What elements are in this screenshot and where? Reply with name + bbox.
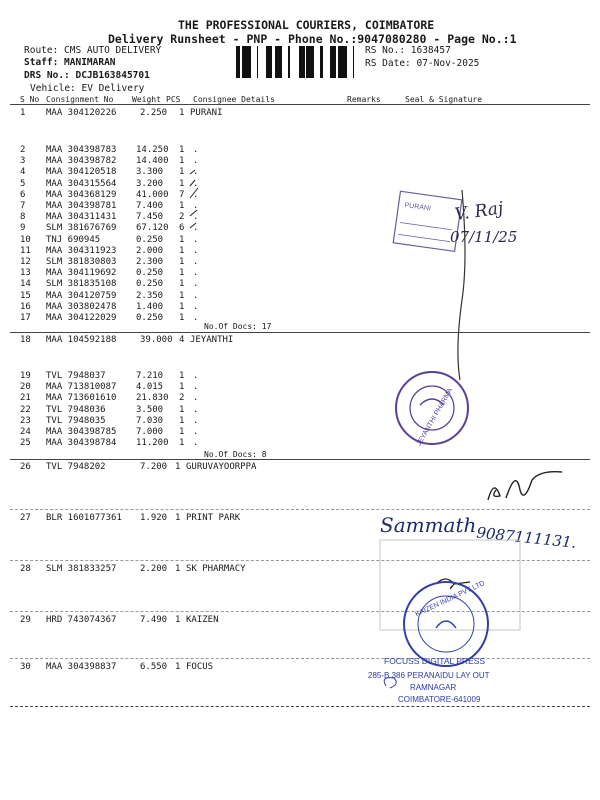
row-pcs: 1 — [179, 257, 185, 267]
row-consignment: MAA 304311431 — [46, 212, 117, 223]
row-dot: . — [193, 268, 199, 279]
jeyanthi-stamp — [396, 372, 468, 447]
row-weight: 3.500 — [136, 404, 164, 415]
row-consignment: MAA 304120518 — [46, 167, 117, 178]
row-pcs: 1 — [179, 234, 185, 245]
row-weight: 21.830 — [136, 393, 169, 404]
row-consignment: TVL 7948202 — [46, 462, 106, 472]
row-consignee: FOCUS — [186, 662, 214, 672]
row-sno: 13 — [20, 268, 31, 279]
guruvayoorppa-signature — [488, 472, 562, 500]
row-pcs: 1 — [179, 438, 185, 449]
row-pcs: 1 — [179, 145, 185, 155]
svg-text:COIMBATORE-641009: COIMBATORE-641009 — [398, 695, 481, 704]
row-sno: 20 — [20, 382, 31, 393]
row-consignment: MAA 304120759 — [46, 290, 117, 301]
row-weight: 7.200 — [140, 462, 168, 472]
row-pcs: 2 — [179, 393, 185, 404]
row-weight: 0.250 — [136, 234, 164, 245]
row-consignment: SLM 381835108 — [46, 279, 117, 290]
row-pcs: 1 — [179, 290, 185, 301]
printpark-stamp-box — [380, 540, 520, 630]
row-weight: 7.490 — [140, 615, 168, 625]
table-row: 18 MAA 104592188 39.000 4 JEYANTHI — [20, 335, 234, 345]
row-weight: 11.200 — [136, 438, 169, 449]
row-dot: . — [193, 393, 199, 404]
col-sno: S No — [20, 95, 40, 104]
row-sno: 12 — [20, 257, 31, 267]
docs-count: No.Of Docs: 17 — [204, 322, 272, 331]
puranni-date: 07/11/25 — [450, 228, 518, 246]
row-dot: . — [193, 145, 199, 155]
row-weight: 7.400 — [136, 201, 164, 211]
row-consignment: MAA 304398781 — [46, 201, 117, 211]
svg-text:RAMNAGAR: RAMNAGAR — [410, 683, 457, 692]
row-dot: . — [193, 438, 199, 449]
row-consignment: MAA 304119692 — [46, 268, 117, 279]
tick-marks — [190, 170, 198, 228]
row-dot: . — [193, 189, 199, 200]
row-weight: 3.300 — [136, 167, 164, 178]
row-weight: 2.000 — [136, 245, 164, 256]
row-sno: 17 — [20, 313, 31, 323]
row-dot: . — [193, 178, 199, 189]
row-pcs: 1 — [175, 564, 181, 574]
row-consignment: HRD 743074367 — [46, 615, 117, 625]
row-sno: 8 — [20, 212, 26, 223]
row-dot: . — [193, 245, 199, 256]
row-dot: . — [193, 382, 199, 393]
row-sno: 28 — [20, 564, 31, 574]
row-pcs: 1 — [179, 279, 185, 290]
row-consignment: MAA 713810087 — [46, 382, 117, 393]
row-sno: 30 — [20, 662, 31, 672]
row-consignment: MAA 304311923 — [46, 245, 117, 256]
row-dot: . — [193, 404, 199, 415]
row-dot: . — [193, 415, 199, 426]
row-dot: . — [193, 167, 199, 178]
row-consignment: MAA 304368129 — [46, 189, 117, 200]
runsheet-subtitle: Delivery Runsheet - PNP - Phone No.:9047080280 - Page No.:1 — [108, 32, 517, 46]
row-dot: . — [193, 201, 199, 211]
row-consignment: MAA 304398837 — [46, 662, 117, 672]
row-consignment: MAA 304398783 — [46, 145, 117, 155]
row-weight: 41.000 — [136, 189, 169, 200]
row-dot: . — [193, 301, 199, 312]
kaizen-stamp — [404, 580, 488, 666]
row-sno: 11 — [20, 245, 31, 256]
row-consignee: GURUVAYOORPPA — [186, 462, 257, 472]
row-sno: 24 — [20, 427, 31, 437]
row-consignment: TVL 7948037 — [46, 371, 106, 381]
row-weight: 2.300 — [136, 257, 164, 267]
row-consignment: MAA 304398785 — [46, 427, 117, 437]
col-consignee: Consignee Details — [193, 95, 275, 104]
printpark-signature: Sammath — [380, 513, 477, 537]
staff-label: Staff: MANIMARAN — [24, 57, 116, 68]
row-consignment: SLM 381676769 — [46, 223, 117, 234]
row-sno: 9 — [20, 223, 26, 234]
row-sno: 22 — [20, 404, 31, 415]
row-consignment: TNJ 690945 — [46, 234, 101, 245]
row-dot: . — [193, 156, 199, 167]
row-sno: 26 — [20, 462, 31, 472]
row-pcs: 1 — [179, 427, 185, 437]
row-pcs: 1 — [175, 662, 181, 672]
row-pcs: 1 — [179, 382, 185, 393]
row-weight: 7.450 — [136, 212, 164, 223]
row-consignment: MAA 304398784 — [46, 438, 117, 449]
row-weight: 14.250 — [136, 145, 169, 155]
focuss-stamp — [368, 656, 490, 704]
row-sno: 15 — [20, 290, 31, 301]
row-consignment: TVL 7948035 — [46, 415, 106, 426]
rs-no-label: RS No.: 1638457 — [365, 45, 451, 56]
row-consignment: BLR 1601077361 — [46, 513, 122, 523]
row-pcs: 1 — [179, 167, 185, 178]
row-dot: . — [193, 212, 199, 223]
svg-text:285-B 386 PERANAIDU LAY OUT: 285-B 386 PERANAIDU LAY OUT — [368, 671, 490, 680]
col-weight: Weight — [132, 95, 161, 104]
row-weight: 7.210 — [136, 371, 164, 381]
col-seal: Seal & Signature — [405, 95, 483, 104]
row-weight: 2.350 — [136, 290, 164, 301]
row-sno: 10 — [20, 234, 31, 245]
row-pcs: 1 — [175, 615, 181, 625]
row-pcs: 1 — [179, 156, 185, 167]
row-weight: 1.400 — [136, 301, 164, 312]
row-sno: 21 — [20, 393, 31, 404]
printpark-phone: 9087111131. — [475, 523, 578, 552]
table-row: 1 MAA 304120226 2.250 1 PURANI — [20, 108, 223, 118]
row-weight: 6.550 — [140, 662, 168, 672]
row-sno: 19 — [20, 371, 31, 381]
row-consignment: TVL 7948036 — [46, 404, 106, 415]
row-pcs: 1 — [179, 371, 185, 381]
row-sno: 3 — [20, 156, 26, 167]
row-weight: 7.000 — [136, 427, 164, 437]
row-sno: 7 — [20, 201, 26, 211]
row-consignment: SLM 381830803 — [46, 257, 117, 267]
row-weight: 0.250 — [136, 268, 164, 279]
row-consignment: MAA 303802478 — [46, 301, 117, 312]
row-dot: . — [193, 279, 199, 290]
row-dot: . — [193, 371, 199, 381]
row-pcs: 2 — [179, 212, 185, 223]
col-consignment: Consignment No — [46, 95, 114, 104]
row-consignment: MAA 304122029 — [46, 313, 117, 323]
row-weight: 3.200 — [136, 178, 164, 189]
row-consignment: MAA 304315564 — [46, 178, 117, 189]
row-pcs: 1 — [179, 404, 185, 415]
row-pcs: 1 — [179, 268, 185, 279]
row-pcs: 1 — [179, 313, 185, 323]
row-sno: 4 — [20, 167, 26, 178]
row-dot: . — [193, 290, 199, 301]
col-pcs: PCS — [166, 95, 181, 104]
row-dot: . — [193, 234, 199, 245]
svg-text:KAIZEN INDIA PVT LTD: KAIZEN INDIA PVT LTD — [414, 580, 486, 619]
row-consignment: SLM 381833257 — [46, 564, 117, 574]
svg-text:PURANI: PURANI — [404, 201, 432, 213]
row-consignee: PRINT PARK — [186, 513, 241, 523]
svg-text:JEYANTHI PHARMA: JEYANTHI PHARMA — [415, 387, 455, 448]
route-label: Route: CMS AUTO DELIVERY — [24, 45, 162, 56]
row-dot: . — [193, 257, 199, 267]
row-pcs: 1 — [179, 245, 185, 256]
row-pcs: 1 — [175, 462, 181, 472]
svg-text:FOCUSS DIGITAL PRESS: FOCUSS DIGITAL PRESS — [384, 656, 486, 666]
row-sno: 2 — [20, 145, 26, 155]
rs-date-label: RS Date: 07-Nov-2025 — [365, 58, 480, 69]
row-weight: 7.030 — [136, 415, 164, 426]
row-sno: 25 — [20, 438, 31, 449]
row-pcs: 7 — [179, 189, 185, 200]
row-pcs: 1 — [179, 301, 185, 312]
row-consignment: MAA 304398782 — [46, 156, 117, 167]
row-weight: 14.400 — [136, 156, 169, 167]
row-consignment: MAA 713601610 — [46, 393, 117, 404]
puranni-signature: V. Raj — [453, 198, 505, 226]
row-sno: 27 — [20, 513, 31, 523]
row-pcs: 6 — [179, 223, 185, 234]
row-sno: 14 — [20, 279, 31, 290]
row-pcs: 1 — [175, 513, 181, 523]
row-consignee: SK PHARMACY — [186, 564, 246, 574]
row-sno: 16 — [20, 301, 31, 312]
vehicle-label: Vehicle: EV Delivery — [30, 83, 145, 94]
row-sno: 6 — [20, 189, 26, 200]
row-pcs: 1 — [179, 415, 185, 426]
row-weight: 0.250 — [136, 279, 164, 290]
drs-label: DRS No.: DCJB163845701 — [24, 70, 150, 81]
row-pcs: 1 — [179, 178, 185, 189]
row-weight: 67.120 — [136, 223, 169, 234]
footer-rule — [10, 706, 590, 707]
docs-count: No.Of Docs: 8 — [204, 450, 267, 459]
row-sno: 5 — [20, 178, 26, 189]
row-weight: 2.200 — [140, 564, 168, 574]
row-pcs: 1 — [179, 201, 185, 211]
row-weight: 4.015 — [136, 382, 164, 393]
row-dot: . — [193, 313, 199, 323]
col-remarks: Remarks — [347, 95, 381, 104]
row-sno: 29 — [20, 615, 31, 625]
row-dot: . — [193, 223, 199, 234]
row-weight: 1.920 — [140, 513, 168, 523]
row-weight: 0.250 — [136, 313, 164, 323]
row-dot: . — [193, 427, 199, 437]
row-consignee: KAIZEN — [186, 615, 219, 625]
company-title: THE PROFESSIONAL COURIERS, COIMBATORE — [178, 18, 435, 32]
row-sno: 23 — [20, 415, 31, 426]
